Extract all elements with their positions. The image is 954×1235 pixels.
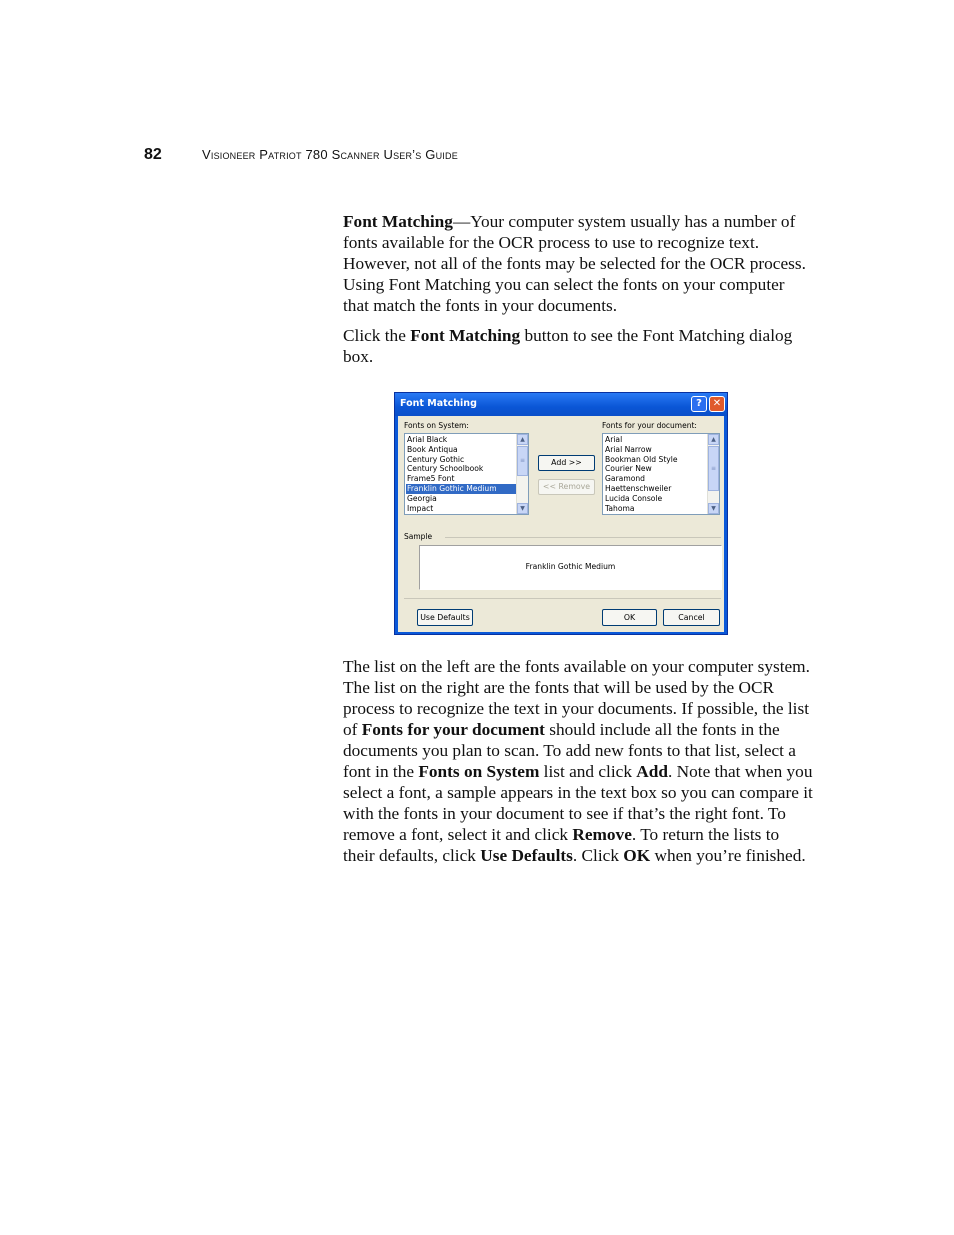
font-list-item[interactable]: Franklin Gothic Medium <box>406 484 516 494</box>
font-list-item[interactable]: Courier New <box>605 464 652 474</box>
dialog-titlebar <box>395 393 727 416</box>
font-list-item[interactable]: Frame5 Font <box>407 474 455 484</box>
cancel-button[interactable]: Cancel <box>663 609 720 626</box>
click-instruction-paragraph <box>343 325 813 367</box>
text-run: list and click <box>539 762 637 781</box>
font-list-item[interactable]: Century Gothic <box>407 454 465 464</box>
dialog-client-area <box>398 416 724 632</box>
scroll-down-icon[interactable]: ▼ <box>517 503 528 514</box>
text-run: when you’re finished. <box>650 846 806 865</box>
page-number: 82 <box>144 146 162 163</box>
font-matching-term: Font Matching <box>343 212 453 231</box>
bottom-divider <box>404 598 721 599</box>
fonts-on-system-label: Fonts on System: <box>404 421 469 430</box>
bold-term: Font Matching <box>410 326 521 345</box>
scroll-thumb[interactable]: ≡ <box>708 446 719 491</box>
add-button[interactable]: Add >> <box>538 455 595 471</box>
bold-term: Use Defaults <box>480 846 573 865</box>
fonts-on-system-list[interactable] <box>404 433 529 515</box>
sample-divider <box>445 537 721 538</box>
sample-label: Sample <box>404 532 433 541</box>
text-run: . To return the lists to their defaults, click <box>343 825 780 865</box>
font-list-item[interactable]: Lucida Console <box>605 493 663 503</box>
scroll-up-icon[interactable]: ▲ <box>708 434 719 445</box>
font-matching-dialog <box>394 392 728 635</box>
bold-term: Remove <box>572 825 632 844</box>
bold-term: Add <box>636 762 668 781</box>
font-list-item[interactable]: Century Schoolbook <box>407 464 484 474</box>
text-run: button to see the Font Matching dialog box. <box>343 326 793 366</box>
fonts-for-document-label: Fonts for your document: <box>602 421 697 430</box>
text-run: should include all the fonts in the documents you plan to scan. To add new fonts to that list, select a font in the <box>343 720 796 781</box>
text-run: Click the <box>343 326 411 345</box>
document-font-items <box>604 435 707 513</box>
scroll-down-icon[interactable]: ▼ <box>708 503 719 514</box>
page-header <box>144 146 458 164</box>
close-button[interactable]: ✕ <box>709 396 725 412</box>
font-list-item[interactable]: Impact <box>407 503 434 513</box>
running-title: Visioneer Patriot 780 Scanner User’s Guide <box>202 147 458 162</box>
document-list-scrollbar[interactable] <box>707 434 719 514</box>
font-matching-paragraph <box>343 211 813 316</box>
font-list-item[interactable]: Book Antiqua <box>407 444 458 454</box>
font-list-item[interactable]: Garamond <box>605 474 645 484</box>
system-font-items <box>406 435 516 513</box>
ok-button[interactable]: OK <box>602 609 657 626</box>
bold-term: OK <box>623 846 651 865</box>
dialog-title: Font Matching <box>400 398 477 409</box>
font-list-item[interactable]: Bookman Old Style <box>605 454 678 464</box>
font-list-item[interactable]: Georgia <box>407 493 437 503</box>
scroll-up-icon[interactable]: ▲ <box>517 434 528 445</box>
font-list-item[interactable]: Arial Narrow <box>605 444 652 454</box>
remove-button[interactable]: << Remove <box>538 479 595 495</box>
help-button[interactable]: ? <box>691 396 707 412</box>
sample-text: Franklin Gothic Medium <box>525 562 616 571</box>
text-run: . Click <box>572 846 624 865</box>
font-matching-description: —Your computer system usually has a number of fonts available for the OCR process to use to recognize text. However, not all of the fonts may be selected for the OCR process. Using Font Matching you can select the fonts on your computer that match the fonts in your documents. <box>343 212 806 315</box>
font-list-item[interactable]: Tahoma <box>605 503 635 513</box>
explanation-paragraph <box>343 656 813 866</box>
text-run: . Note that when you select a font, a sample appears in the text box so you can compare it with the fonts in your document to see if that’s the right font. To remove a font, select it and click <box>343 762 813 844</box>
font-list-item[interactable]: Arial <box>605 435 623 444</box>
sample-box <box>419 545 722 590</box>
system-list-scrollbar[interactable] <box>516 434 528 514</box>
scroll-thumb[interactable]: ≡ <box>517 446 528 476</box>
font-list-item[interactable]: Haettenschweiler <box>605 483 672 493</box>
text-run: The list on the left are the fonts available on your computer system. The list on the right are the fonts that will be used by the OCR process to recognize the text in your documents. If possible, the list of <box>343 657 810 739</box>
font-list-item[interactable]: Arial Black <box>407 435 448 444</box>
bold-term: Fonts for your document <box>361 720 545 739</box>
use-defaults-button[interactable]: Use Defaults <box>417 609 473 626</box>
fonts-for-document-list[interactable] <box>602 433 720 515</box>
bold-term: Fonts on System <box>418 762 540 781</box>
